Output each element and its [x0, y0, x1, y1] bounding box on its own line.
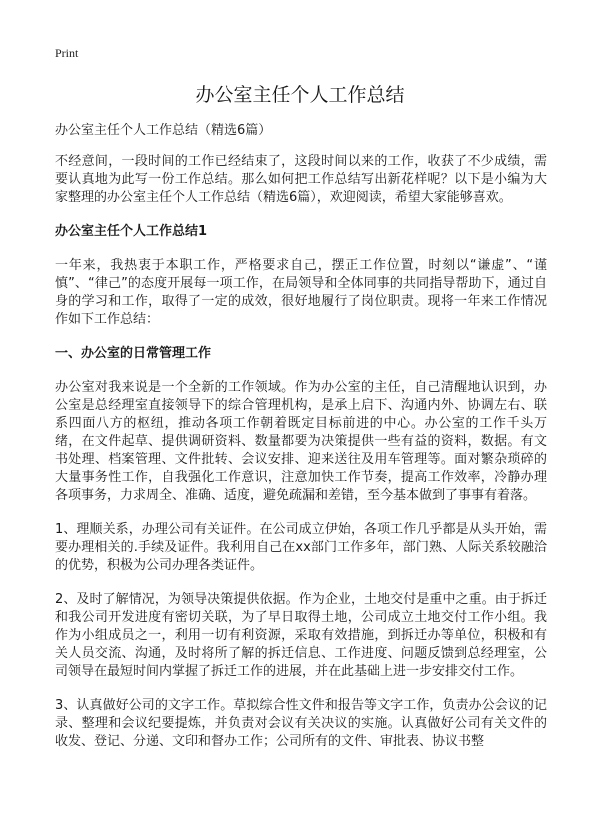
print-link[interactable]: Print	[55, 46, 79, 60]
list-item-1: 1、理顺关系，办理公司有关证件。在公司成立伊始，各项工作几乎都是从头开始，需要办理相关的.手续及证件。我利用自己在xx部门工作多年，部门熟、人际关系较融洽的优势，积极为公司办理各类证件。	[55, 522, 547, 573]
part-heading: 一、办公室的日常管理工作	[55, 346, 212, 361]
section-heading: 办公室主任个人工作总结1	[55, 224, 208, 239]
list-item-2: 2、及时了解情况，为领导决策提供依据。作为企业，土地交付是重中之重。由于拆迁和我公司开发进度有密切关联，为了早日取得土地，公司成立土地交付工作小组。我作为小组成员之一，利用一切有利资源，采取有效措施，到拆迁办等单位，积极和有关人员交流、沟通，及时将所了解的拆迁信息、工作进度、问题反馈到总经理室，公司领导在最短时间内掌握了拆迁工作的进展，并在此基础上进一步安排交付工作。	[55, 592, 547, 679]
subtitle: 办公室主任个人工作总结（精选6篇）	[55, 123, 272, 138]
document-body	[55, 122, 547, 767]
list-item-3: 3、认真做好公司的文字工作。草拟综合性文件和报告等文字工作，负责办公会议的记录、整理和会议纪要提炼，并负责对会议有关决议的实施。认真做好公司有关文件的收发、登记、分递、文印和督办工作；公司所有的文件、审批表、协议书整	[55, 698, 547, 749]
intro-paragraph: 不经意间，一段时间的工作已经结束了，这段时间以来的工作，收获了不少成绩，需要认真地为此写一份工作总结。那么如何把工作总结写出新花样呢？以下是小编为大家整理的办公室主任个人工作总结（精选6篇），欢迎阅读，希望大家能够喜欢。	[55, 154, 547, 205]
part-body-paragraph: 办公室对我来说是一个全新的工作领域。作为办公室的主任，自己清醒地认识到，办公室是总经理室直接领导下的综合管理机构，是承上启下、沟通内外、协调左右、联系四面八方的枢纽，推动各项工作朝着既定目标前进的中心。办公室的工作千头万绪，在文件起草、提供调研资料、数量都要为决策提供一些有益的资料，数据。有文书处理、档案管理、文件批转、会议安排、迎来送往及用车管理等。面对繁杂琐碎的大量事务性工作，自我强化工作意识，注意加快工作节奏，提高工作效率，冷静办理各项事务，力求周全、准确、适度，避免疏漏和差错，至今基本做到了事事有着落。	[55, 380, 547, 503]
section-intro-paragraph: 一年来，我热衷于本职工作，严格要求自己，摆正工作位置，时刻以“谦虚”、“谨慎”、“律己”的态度开展每一项工作，在局领导和全体同事的共同指导帮助下，通过自身的学习和工作，取得了一定的成效，很好地履行了岗位职责。现将一年来工作情况作如下工作总结：	[55, 258, 547, 327]
page-title: 办公室主任个人工作总结	[195, 84, 405, 106]
